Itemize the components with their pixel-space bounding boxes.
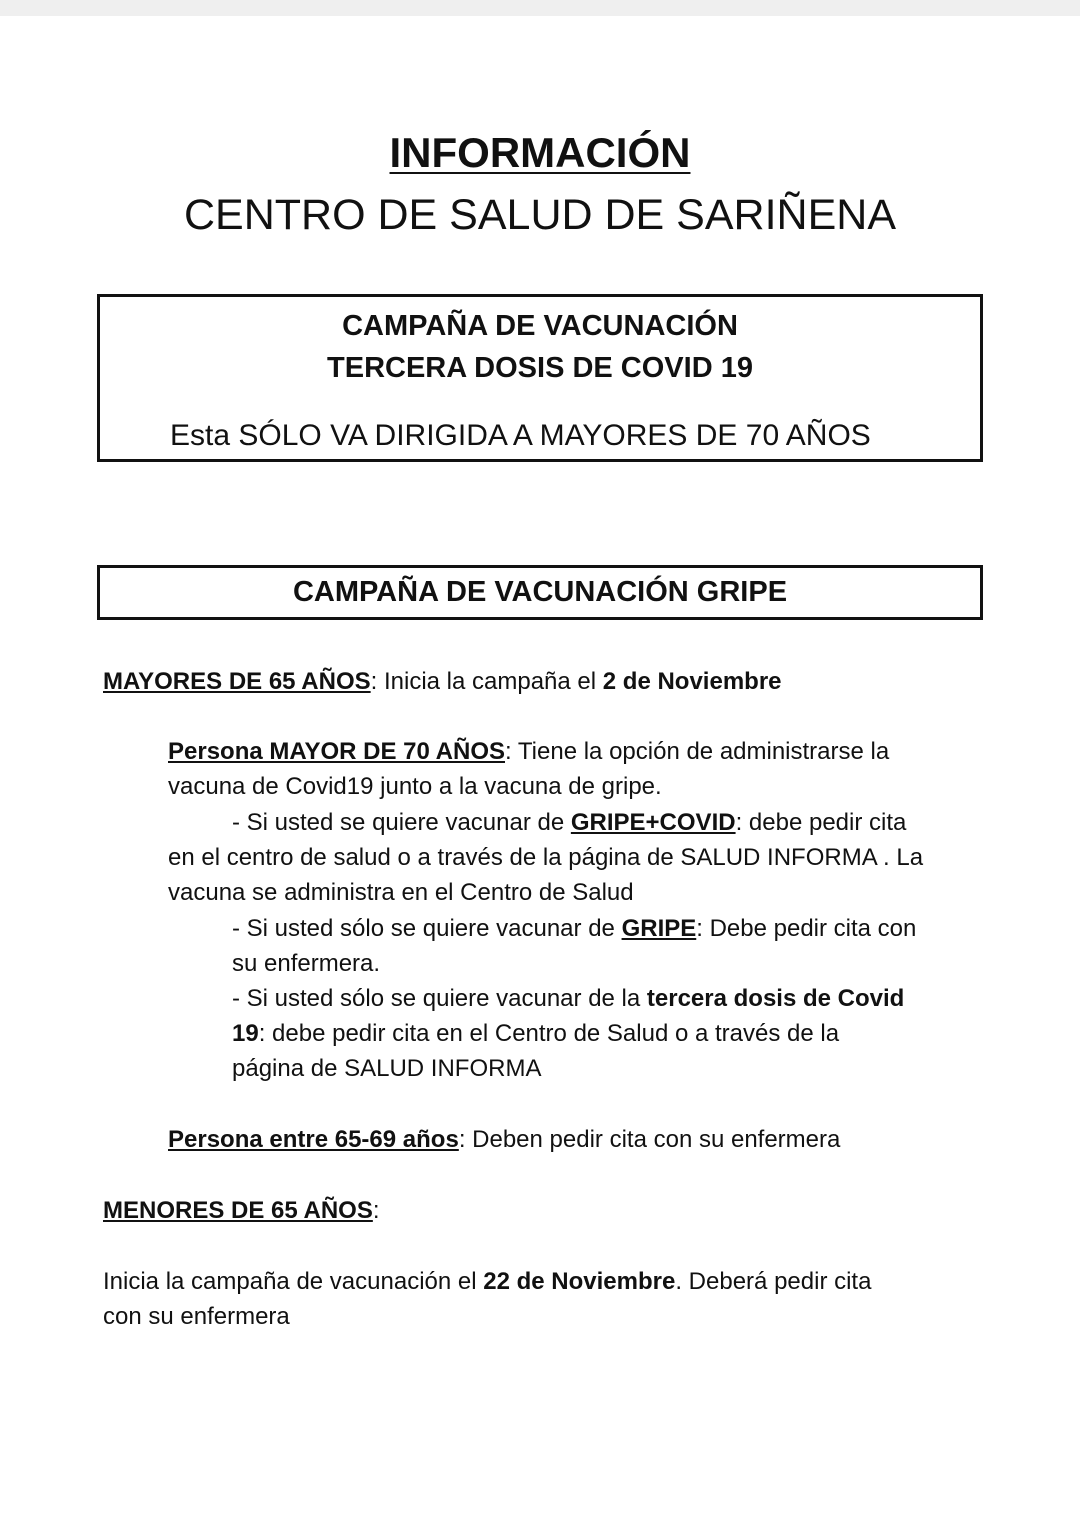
menores-65-text-post: . Deberá pedir cita — [675, 1268, 872, 1295]
option-covid-post: : debe pedir cita en el Centro de Salud o a través de la — [258, 1020, 840, 1047]
mayor-70-line1 — [168, 734, 889, 769]
option-gripe-pre: - Si usted sólo se quiere vacunar de — [232, 915, 622, 942]
mayores-65-label: MAYORES DE 65 AÑOS — [103, 668, 371, 695]
mayor-70-label: Persona MAYOR DE 70 AÑOS — [168, 738, 505, 765]
option-covid-line2 — [232, 1016, 839, 1051]
covid-box-heading-line2: TERCERA DOSIS DE COVID 19 — [327, 352, 753, 384]
mayores-65-date: 2 de Noviembre — [602, 668, 782, 695]
option-covid-line1 — [232, 981, 904, 1016]
covid-campaign-box — [97, 294, 983, 462]
page-title: INFORMACIÓN — [389, 129, 691, 176]
mayores-65-line — [103, 664, 782, 699]
option-gripe-covid-post: : debe pedir cita — [735, 809, 907, 836]
option-gripe-line2: su enfermera. — [232, 950, 381, 977]
covid-box-note-prefix: Esta — [170, 419, 239, 452]
covid-box-note — [170, 417, 871, 455]
flu-campaign-box — [97, 565, 983, 620]
menores-65-date: 22 de Noviembre — [483, 1268, 676, 1295]
page-subtitle: CENTRO DE SALUD DE SARIÑENA — [183, 191, 897, 239]
option-gripe-covid-line2: en el centro de salud o a través de la página de SALUD INFORMA . La — [168, 844, 924, 871]
menores-65-label: MENORES DE 65 AÑOS — [103, 1197, 373, 1224]
option-covid-key2: 19 — [232, 1020, 259, 1047]
entre-65-69-line — [168, 1122, 840, 1157]
mayores-65-text: : Inicia la campaña el — [370, 668, 603, 695]
menores-65-colon: : — [372, 1197, 380, 1224]
menores-65-line1 — [103, 1264, 871, 1299]
option-gripe-covid-pre: - Si usted se quiere vacunar de — [232, 809, 571, 836]
flu-box-heading: CAMPAÑA DE VACUNACIÓN GRIPE — [292, 576, 788, 608]
covid-box-note-rest: SÓLO VA DIRIGIDA A MAYORES DE 70 AÑOS — [238, 419, 871, 452]
option-gripe-covid-line3: vacuna se administra en el Centro de Salud — [168, 879, 634, 906]
top-strip — [0, 0, 1080, 16]
option-gripe-covid-line1 — [232, 805, 906, 840]
menores-65-heading — [103, 1193, 380, 1228]
option-covid-line3: página de SALUD INFORMA — [232, 1055, 542, 1082]
option-gripe-post: : Debe pedir cita con — [696, 915, 917, 942]
menores-65-line2: con su enfermera — [103, 1303, 290, 1330]
mayor-70-text1: : Tiene la opción de administrarse la — [505, 738, 890, 765]
option-gripe-covid-key: GRIPE+COVID — [570, 809, 736, 836]
option-gripe-key: GRIPE — [621, 915, 697, 942]
mayor-70-line2: vacuna de Covid19 junto a la vacuna de gripe. — [168, 773, 662, 800]
entre-65-69-label: Persona entre 65-69 años — [168, 1126, 459, 1153]
menores-65-text-pre: Inicia la campaña de vacunación el — [103, 1268, 484, 1295]
option-covid-pre: - Si usted sólo se quiere vacunar de la — [232, 985, 647, 1012]
entre-65-69-text: : Deben pedir cita con su enfermera — [458, 1126, 841, 1153]
option-covid-key1: tercera dosis de Covid — [646, 985, 905, 1012]
covid-box-heading-line1: CAMPAÑA DE VACUNACIÓN — [342, 310, 738, 342]
option-gripe-line1 — [232, 911, 916, 946]
